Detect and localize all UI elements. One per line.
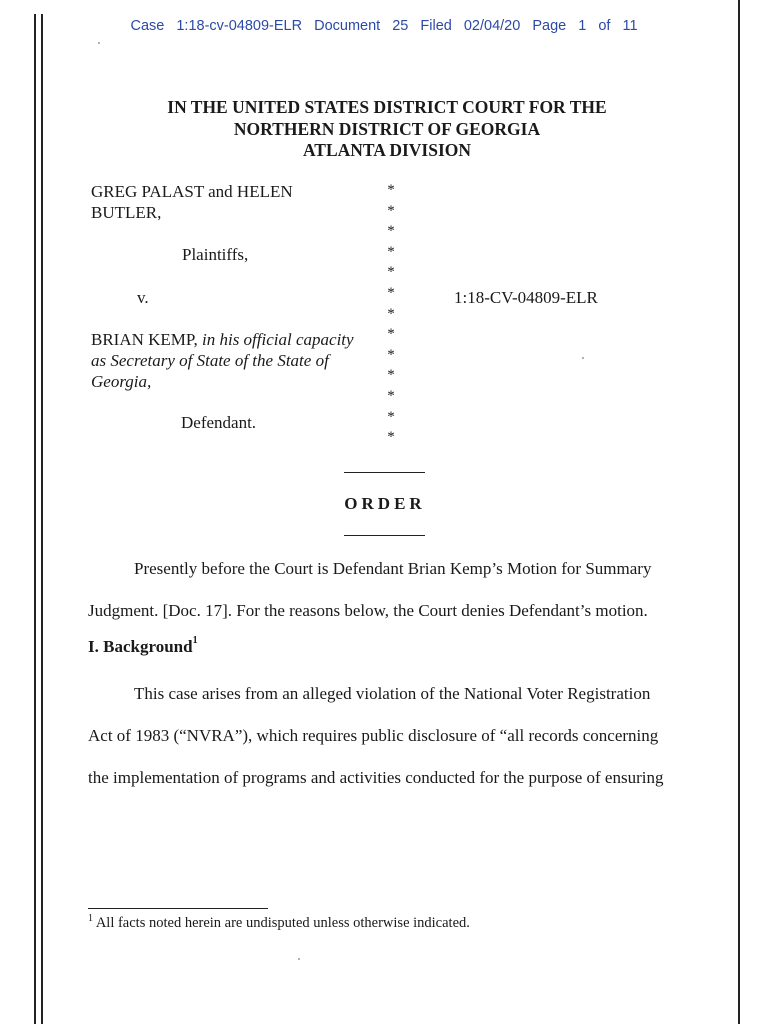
footnote-text: All facts noted herein are undisputed unless otherwise indicated. — [95, 915, 470, 931]
court-title-line-2: NORTHERN DISTRICT OF GEORGIA — [233, 118, 541, 139]
caption-star: * — [387, 182, 395, 198]
caption-star: * — [387, 387, 395, 404]
caption-case-number: 1:18-CV-04809-ELR — [454, 288, 598, 307]
caption-star: * — [387, 367, 395, 384]
defendant-name-line-2 — [91, 350, 329, 371]
order-rule-top — [344, 472, 425, 473]
plaintiffs-name-line-2: BUTLER, — [91, 203, 162, 222]
caption-star: * — [387, 223, 395, 240]
defendant-capacity-3: Georgia, — [91, 372, 152, 391]
section-heading-text: I. Background — [88, 637, 193, 656]
scan-speck — [582, 357, 584, 359]
scan-speck — [298, 958, 300, 960]
defendant-label: Defendant. — [181, 413, 257, 432]
caption-star: * — [387, 326, 395, 343]
defendant-capacity-1: in his official capacity — [202, 330, 354, 349]
caption-star: * — [387, 243, 395, 260]
plaintiffs-name-line-1: GREG PALAST and HELEN — [91, 182, 293, 201]
footnote — [88, 915, 470, 932]
caption-star: * — [387, 346, 395, 363]
case-number-stamp: Case 1:18-cv-04809-ELR — [130, 18, 303, 34]
caption-star: * — [387, 284, 395, 301]
scan-speck — [98, 42, 100, 44]
order-title: ORDER — [344, 494, 426, 513]
section-heading-background — [88, 637, 198, 657]
footnote-reference-mark: 1 — [192, 635, 198, 646]
plaintiffs-label: Plaintiffs, — [182, 245, 249, 264]
caption-star: * — [387, 202, 395, 219]
court-title-line-3: ATLANTA DIVISION — [302, 140, 472, 160]
filed-date-stamp: Filed 02/04/20 — [420, 18, 521, 34]
ecf-header — [0, 18, 768, 34]
order-paragraph-2-line-2: Act of 1983 (“NVRA”), which requires public disclosure of “all records concerning — [88, 726, 659, 745]
order-rule-bottom — [344, 535, 425, 536]
page-number-stamp: Page 1 of 11 — [532, 18, 638, 34]
caption-star: * — [387, 408, 395, 425]
caption-star-column — [384, 180, 398, 448]
order-paragraph-2-line-1: This case arises from an alleged violation of the National Voter Registration — [134, 684, 651, 703]
order-paragraph-1-line-1: Presently before the Court is Defendant Brian Kemp’s Motion for Summary — [134, 559, 652, 578]
left-margin-line-1 — [34, 14, 36, 1024]
order-paragraph-1-line-2: Judgment. [Doc. 17]. For the reasons below, the Court denies Defendant’s motion. — [88, 601, 648, 620]
footnote-mark: 1 — [88, 913, 93, 924]
defendant-name-line-3 — [91, 371, 151, 392]
defendant-name-line-1 — [91, 329, 354, 350]
order-paragraph-2-line-3: the implementation of programs and activities conducted for the purpose of ensuring — [88, 768, 664, 787]
caption-star: * — [387, 264, 395, 281]
court-title-line-1: IN THE UNITED STATES DISTRICT COURT FOR THE — [167, 97, 607, 117]
defendant-capacity-2: as Secretary of State of the State of — [91, 351, 329, 370]
caption-star: * — [387, 429, 395, 446]
left-margin-line-2 — [41, 14, 43, 1024]
document-number-stamp: Document 25 — [314, 18, 409, 34]
defendant-name: BRIAN KEMP, — [91, 330, 198, 349]
court-title — [0, 97, 768, 162]
versus-label: v. — [137, 288, 149, 307]
footnote-separator — [88, 908, 268, 909]
caption-star: * — [387, 305, 395, 322]
